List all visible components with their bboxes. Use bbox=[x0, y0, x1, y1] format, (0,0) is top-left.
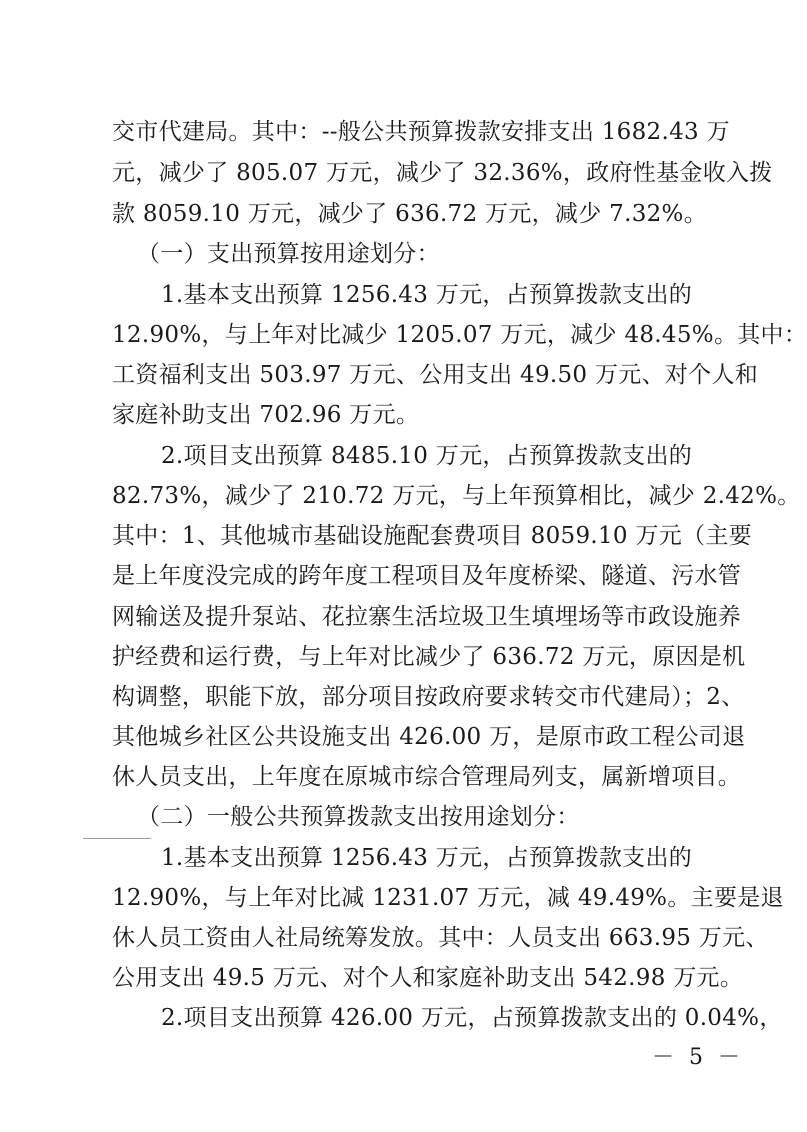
section-heading: （一）支出预算按用途划分： bbox=[137, 241, 440, 267]
body-text-line: 1.基本支出预算 1256.43 万元，占预算拨款支出的 bbox=[161, 282, 693, 308]
body-text-line: 其中：1、其他城市基础设施配套费项目 8059.10 万元（主要 bbox=[112, 523, 752, 549]
body-text-line: 12.90%，与上年对比减 1231.07 万元，减 49.49%。主要是退 bbox=[112, 885, 784, 911]
page-number: － 5 － bbox=[652, 1045, 744, 1070]
body-text-line: 其他城乡社区公共设施支出 426.00 万，是原市政工程公司退 bbox=[112, 724, 746, 750]
body-text-line: 1.基本支出预算 1256.43 万元，占预算拨款支出的 bbox=[161, 845, 693, 871]
body-text-line: 元，减少了 805.07 万元，减少了 32.36%，政府性基金收入拨 bbox=[112, 160, 773, 186]
section-heading: （二）一般公共预算拨款支出按用途划分： bbox=[137, 804, 580, 830]
body-text-line: 家庭补助支出 702.96 万元。 bbox=[112, 402, 420, 428]
body-text-line: 公用支出 49.5 万元、对个人和家庭补助支出 542.98 万元。 bbox=[112, 965, 744, 991]
body-text-line: 护经费和运行费，与上年对比减少了 636.72 万元，原因是机 bbox=[112, 644, 746, 670]
body-text-line: 82.73%，减少了 210.72 万元，与上年预算相比，减少 2.42%。 bbox=[112, 483, 801, 509]
body-text-line: 网输送及提升泵站、花拉寨生活垃圾卫生填埋场等市政设施养 bbox=[112, 604, 742, 630]
body-text-line: 工资福利支出 503.97 万元、公用支出 49.50 万元、对个人和 bbox=[112, 362, 759, 388]
body-text-line: 休人员支出，上年度在原城市综合管理局列支，属新增项目。 bbox=[112, 764, 742, 790]
body-text-line: 2.项目支出预算 8485.10 万元，占预算拨款支出的 bbox=[161, 443, 693, 469]
body-text-line: 是上年度没完成的跨年度工程项目及年度桥梁、隧道、污水管 bbox=[112, 563, 742, 589]
body-text-line: 休人员工资由人社局统筹发放。其中：人员支出 663.95 万元、 bbox=[112, 925, 769, 951]
body-text-line: 2.项目支出预算 426.00 万元，占预算拨款支出的 0.04%， bbox=[161, 1005, 783, 1031]
scan-rule-mark bbox=[83, 838, 151, 839]
body-text-line: 12.90%，与上年对比减少 1205.07 万元，减少 48.45%。其中： bbox=[112, 322, 807, 348]
body-text-line: 款 8059.10 万元，减少了 636.72 万元，减少 7.32%。 bbox=[112, 201, 708, 227]
body-text-line: 构调整，职能下放，部分项目按政府要求转交市代建局）；2、 bbox=[112, 684, 745, 710]
body-text-line: 交市代建局。其中：--般公共预算拨款安排支出 1682.43 万 bbox=[112, 119, 730, 145]
